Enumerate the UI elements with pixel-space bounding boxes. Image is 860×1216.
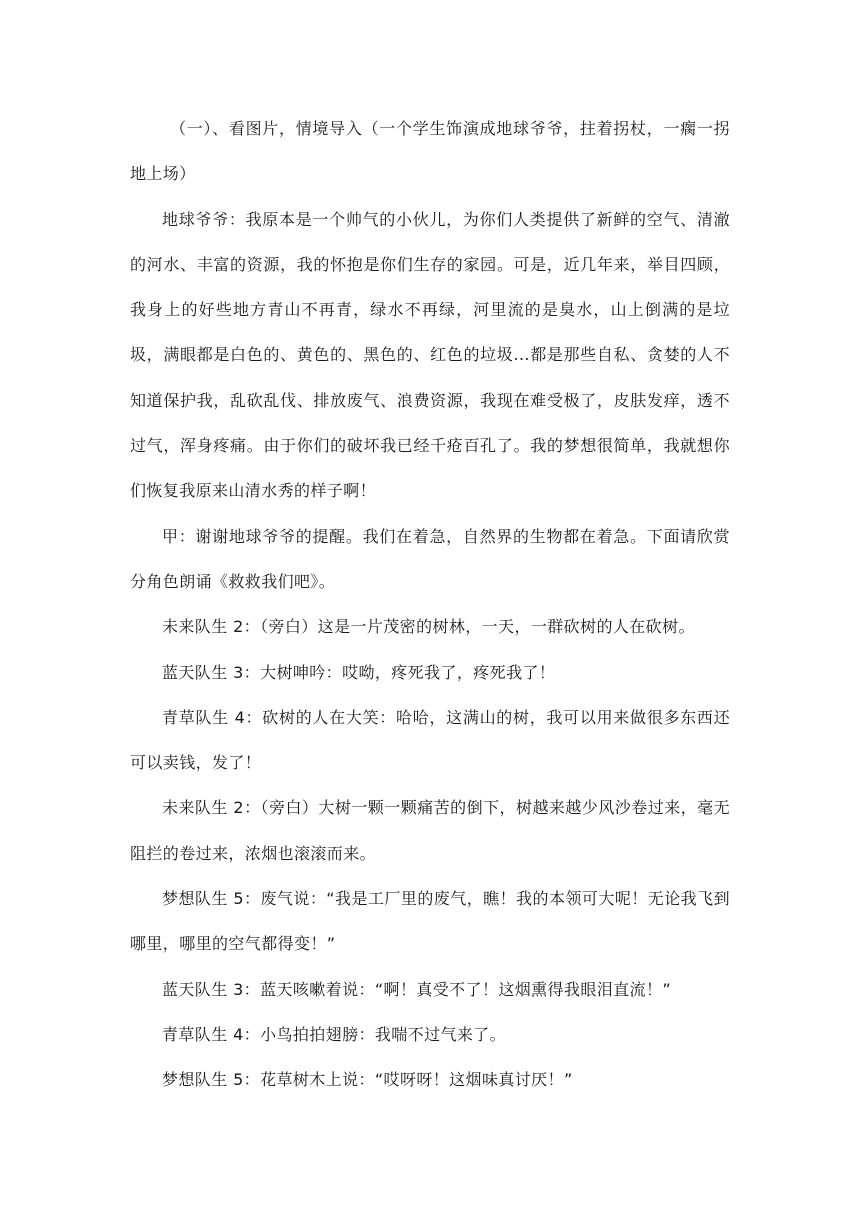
paragraph-qingcao-1: 青草队生 4：砍树的人在大笑：哈哈，这满山的树，我可以用来做很多东西还可以卖钱，发了！ bbox=[130, 707, 730, 773]
paragraph-mengxiang-1: 梦想队生 5：废气说：“我是工厂里的废气，瞧！我的本领可大呢！无论我飞到哪里，哪里的空气都得变！” bbox=[130, 889, 730, 954]
paragraph-mengxiang-2: 梦想队生 5：花草树木上说：“哎呀呀！这烟味真讨厌！” bbox=[162, 1070, 573, 1090]
paragraph-earth-grandpa: 地球爷爷：我原本是一个帅气的小伙儿，为你们人类提供了新鲜的空气、清澈的河水、丰富的资源，我的怀抱是你们生存的家园。可是，近几年来，举目四顾，我身上的好些地方青山不再青，绿水不再绿，河里流的是臭水，山上倒满的是垃圾，满眼都是白色的、黄色的、黑色的、红色的垃圾...都是那些自私、贪婪的人不知道保护我，乱砍乱伐、排放废气、浪费资源，我现在难受极了，皮肤发痒，透不过气，浑身疼痛。由于你们的破坏我已经千疮百孔了。我的梦想很简单，我就想你们恢复我原来山清水秀的样子啊！ bbox=[130, 209, 730, 501]
paragraph-weilai-1: 未来队生 2：（旁白）这是一片茂密的树林，一天，一群砍树的人在砍树。 bbox=[162, 617, 695, 637]
paragraph-jia: 甲：谢谢地球爷爷的提醒。我们在着急，自然界的生物都在着急。下面请欣赏分角色朗诵《救救我们吧》。 bbox=[130, 526, 730, 591]
paragraph-intro: （一）、看图片，情境导入（一个学生饰演成地球爷爷，拄着拐杖，一瘸一拐地上场） bbox=[130, 119, 730, 184]
paragraph-lantian-1: 蓝天队生 3：大树呻吟：哎呦，疼死我了，疼死我了！ bbox=[162, 662, 556, 682]
document-body bbox=[130, 106, 730, 1103]
paragraph-weilai-2: 未来队生 2：（旁白）大树一颗一颗痛苦的倒下，树越来越少风沙卷过来，毫无阻拦的卷过来，浓烟也滚滚而来。 bbox=[130, 798, 730, 863]
paragraph-lantian-2: 蓝天队生 3：蓝天咳嗽着说：“啊！真受不了！这烟熏得我眼泪直流！” bbox=[162, 979, 672, 999]
paragraph-qingcao-2: 青草队生 4：小鸟拍拍翅膀：我喘不过气来了。 bbox=[162, 1024, 507, 1044]
